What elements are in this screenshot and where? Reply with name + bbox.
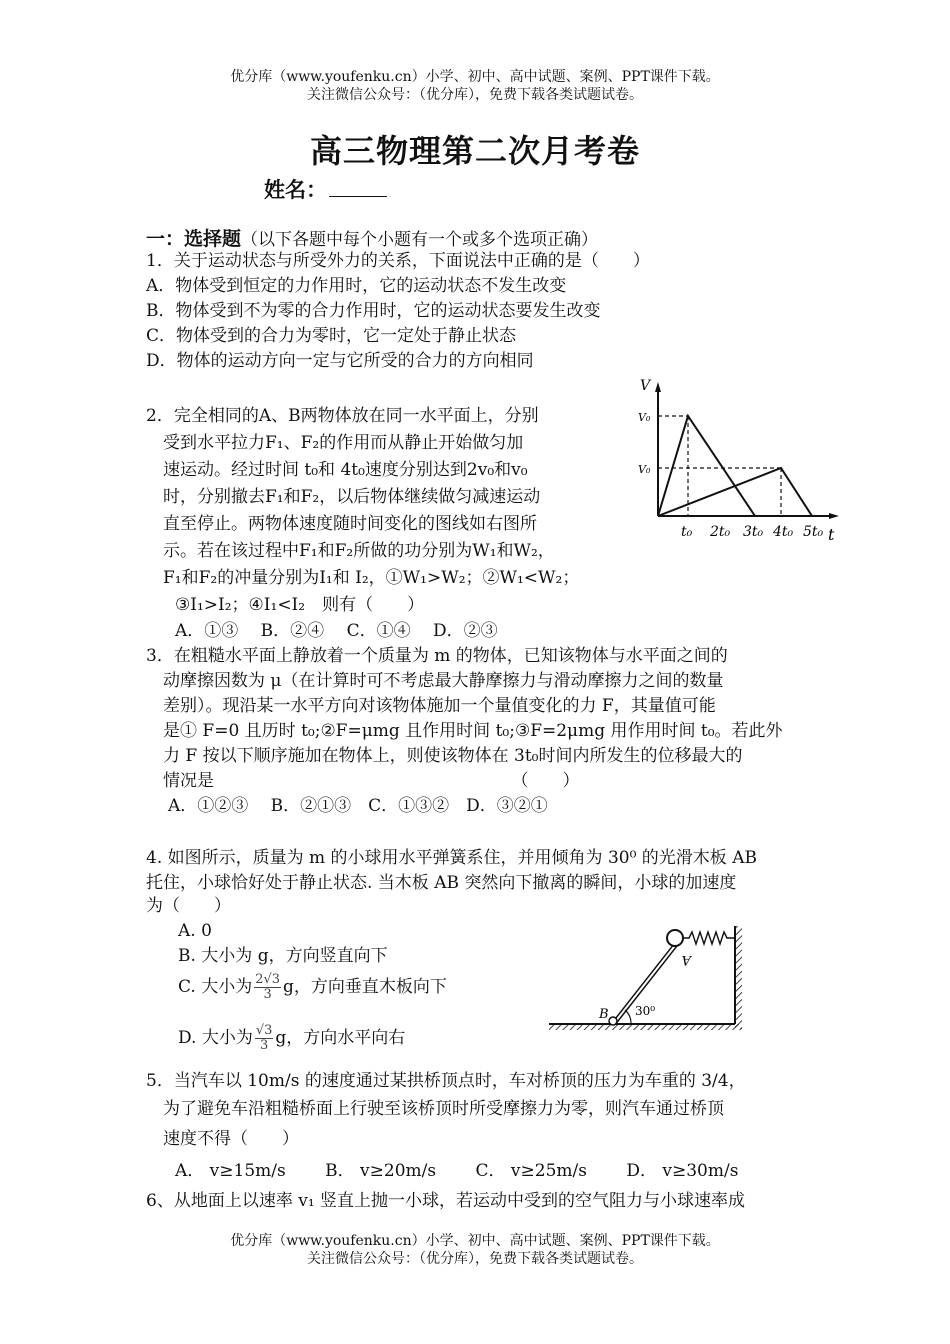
page-title: 高三物理第二次月考卷 [309, 132, 640, 170]
q2-options: A．①③ B．②④ C．①④ D．②③ [175, 621, 498, 641]
q6-line-1: 6、从地面上以速率 v₁ 竖直上抛一小球，若运动中受到的空气阻力与小球速率成 [146, 1191, 746, 1211]
incline-spring-figure [545, 920, 755, 1035]
angle-label: 30⁰ [635, 1004, 656, 1018]
q2-line-1: 2．完全相同的A、B两物体放在同一水平面上，分别 [146, 406, 539, 426]
q2-line-7: F₁和F₂的冲量分别为I₁和 I₂，①W₁>W₂；②W₁<W₂； [163, 568, 580, 588]
q1-stem: 1．关于运动状态与所受外力的关系，下面说法中正确的是（ ） [146, 251, 650, 271]
q4-option-a: A. 0 [178, 921, 212, 941]
q4-option-d-numerator: √3 [255, 1022, 273, 1038]
q4-option-c-fraction [254, 973, 281, 1002]
q1-option-b: B．物体受到不为零的合力作用时，它的运动状态要发生改变 [146, 301, 601, 321]
wall-hatch [735, 926, 742, 1029]
v-axis-label: V [640, 378, 651, 394]
line-b [658, 468, 812, 516]
label-b: B [599, 1007, 609, 1022]
q4-line-2: 托住，小球恰好处于静止状态. 当木板 AB 突然向下撤离的瞬间，小球的加速度 [146, 873, 737, 893]
q3-line-6: 情况是 （ ） [163, 771, 580, 791]
q4-option-c-numerator: 2√3 [255, 971, 281, 987]
name-field [264, 174, 387, 204]
q1-option-a: A．物体受到恒定的力作用时，它的运动状态不发生改变 [146, 276, 567, 296]
section-label: 一：选择题 [146, 228, 242, 250]
q5-options: A． v≥15m/s B． v≥20m/s C． v≥25m/s D． v≥30m/s [175, 1161, 739, 1181]
q5-line-2: 为了避免车沿粗糙桥面上行驶至该桥顶时所受摩擦力为零，则汽车通过桥顶 [163, 1099, 724, 1119]
q2-line-2: 受到水平拉力F₁、F₂的作用而从静止开始做匀加 [163, 433, 524, 453]
q1-option-c: C．物体受到的合力为零时，它一定处于静止状态 [146, 326, 517, 346]
q4-option-d-prefix: D. 大小为 [178, 1028, 253, 1048]
q4-option-d-suffix: g，方向水平向右 [275, 1028, 406, 1048]
q2-line-5: 直至停止。两物体速度随时间变化的图线如右图所 [163, 514, 537, 534]
name-blank [329, 178, 387, 197]
q2-line-8: ③I₁>I₂；④I₁<I₂ 则有（ ） [175, 595, 425, 615]
footer-line-1: 优分库（www.youfenku.cn）小学、初中、高中试题、案例、PPT课件下载。 [230, 1233, 720, 1249]
q3-line-4: 是① F=0 且历时 t₀;②F=μmg 且作用时间 t₀;③F=2μmg 用作用时间 t₀。若此外 [163, 721, 783, 741]
v-tick-top: V₀ [638, 411, 651, 424]
graph-axes [658, 386, 835, 516]
q5-line-1: 5．当汽车以 10m/s 的速度通过某拱桥顶点时，车对桥顶的压力为车重的 3/4， [146, 1071, 746, 1091]
q4-option-c-suffix: g，方向垂直木板向下 [283, 977, 447, 997]
spring [683, 932, 735, 944]
q4-option-c [178, 970, 447, 1004]
q4-line-1: 4. 如图所示，质量为 m 的小球用水平弹簧系住，并用倾角为 30⁰ 的光滑木板 AB [146, 848, 757, 868]
section-heading [146, 228, 598, 251]
v-tick-mid: V₀ [638, 463, 651, 476]
q3-line-5: 力 F 按以下顺序施加在物体上，则使该物体在 3t₀时间内所发生的位移最大的 [163, 746, 743, 766]
pivot-b [609, 1017, 617, 1025]
header-line-2: 关注微信公众号：（优分库），免费下载各类试题试卷。 [307, 87, 643, 103]
name-label: 姓名： [264, 178, 327, 202]
q5-line-3: 速度不得（ ） [163, 1129, 299, 1149]
q2-line-3: 速运动。经过时间 t₀和 4t₀速度分别达到2v₀和v₀ [163, 460, 528, 480]
q3-line-2: 动摩擦因数为 μ（在计算时可不考虑最大静摩擦力与滑动摩擦力之间的数量 [163, 671, 724, 691]
q3-line-3: 差别）。现沿某一水平方向对该物体施加一个量值变化的力 F，其量值可能 [163, 696, 716, 716]
q2-line-4: 时，分别撤去F₁和F₂，以后物体继续做匀减速运动 [163, 487, 541, 507]
header-line-1: 优分库（www.youfenku.cn）小学、初中、高中试题、案例、PPT课件下载。 [230, 69, 720, 85]
q4-option-b: B. 大小为 g，方向竖直向下 [178, 946, 388, 966]
ball [667, 930, 683, 946]
q3-options: A．①②③ B．②①③ C．①③② D．③②① [168, 796, 548, 816]
q3-line-1: 3．在粗糙水平面上静放着一个质量为 m 的物体，已知该物体与水平面之间的 [146, 646, 728, 666]
velocity-time-graph [630, 378, 845, 548]
q4-option-c-denominator: 3 [263, 986, 272, 1002]
graph-guides [658, 416, 781, 516]
q4-option-d-denominator: 3 [259, 1037, 269, 1053]
q2-line-6: 示。若在该过程中F₁和F₂所做的功分别为W₁和W₂， [163, 541, 555, 561]
t-tick-1: t₀ [681, 524, 693, 540]
q4-line-3: 为（ ） [146, 896, 231, 916]
line-a [658, 416, 755, 516]
q4-option-c-prefix: C. 大小为 [178, 977, 253, 997]
footer-line-2: 关注微信公众号：（优分库），免费下载各类试题试卷。 [307, 1251, 643, 1267]
t-axis-arrow [829, 513, 839, 519]
v-axis-arrow [655, 382, 661, 392]
t-tick-3: 3t₀ [743, 524, 764, 540]
t-tick-2: 2t₀ [710, 524, 731, 540]
t-tick-5: 5t₀ [803, 524, 824, 540]
t-axis-label: t [828, 525, 835, 544]
q4-option-d [178, 1020, 405, 1056]
label-a: A [681, 952, 691, 967]
q1-option-d: D．物体的运动方向一定与它所受的合力的方向相同 [146, 351, 534, 371]
t-tick-4: 4t₀ [773, 524, 794, 540]
section-note: （以下各题中每个小题有一个或多个选项正确） [241, 230, 599, 250]
q4-option-d-fraction [255, 1024, 274, 1053]
